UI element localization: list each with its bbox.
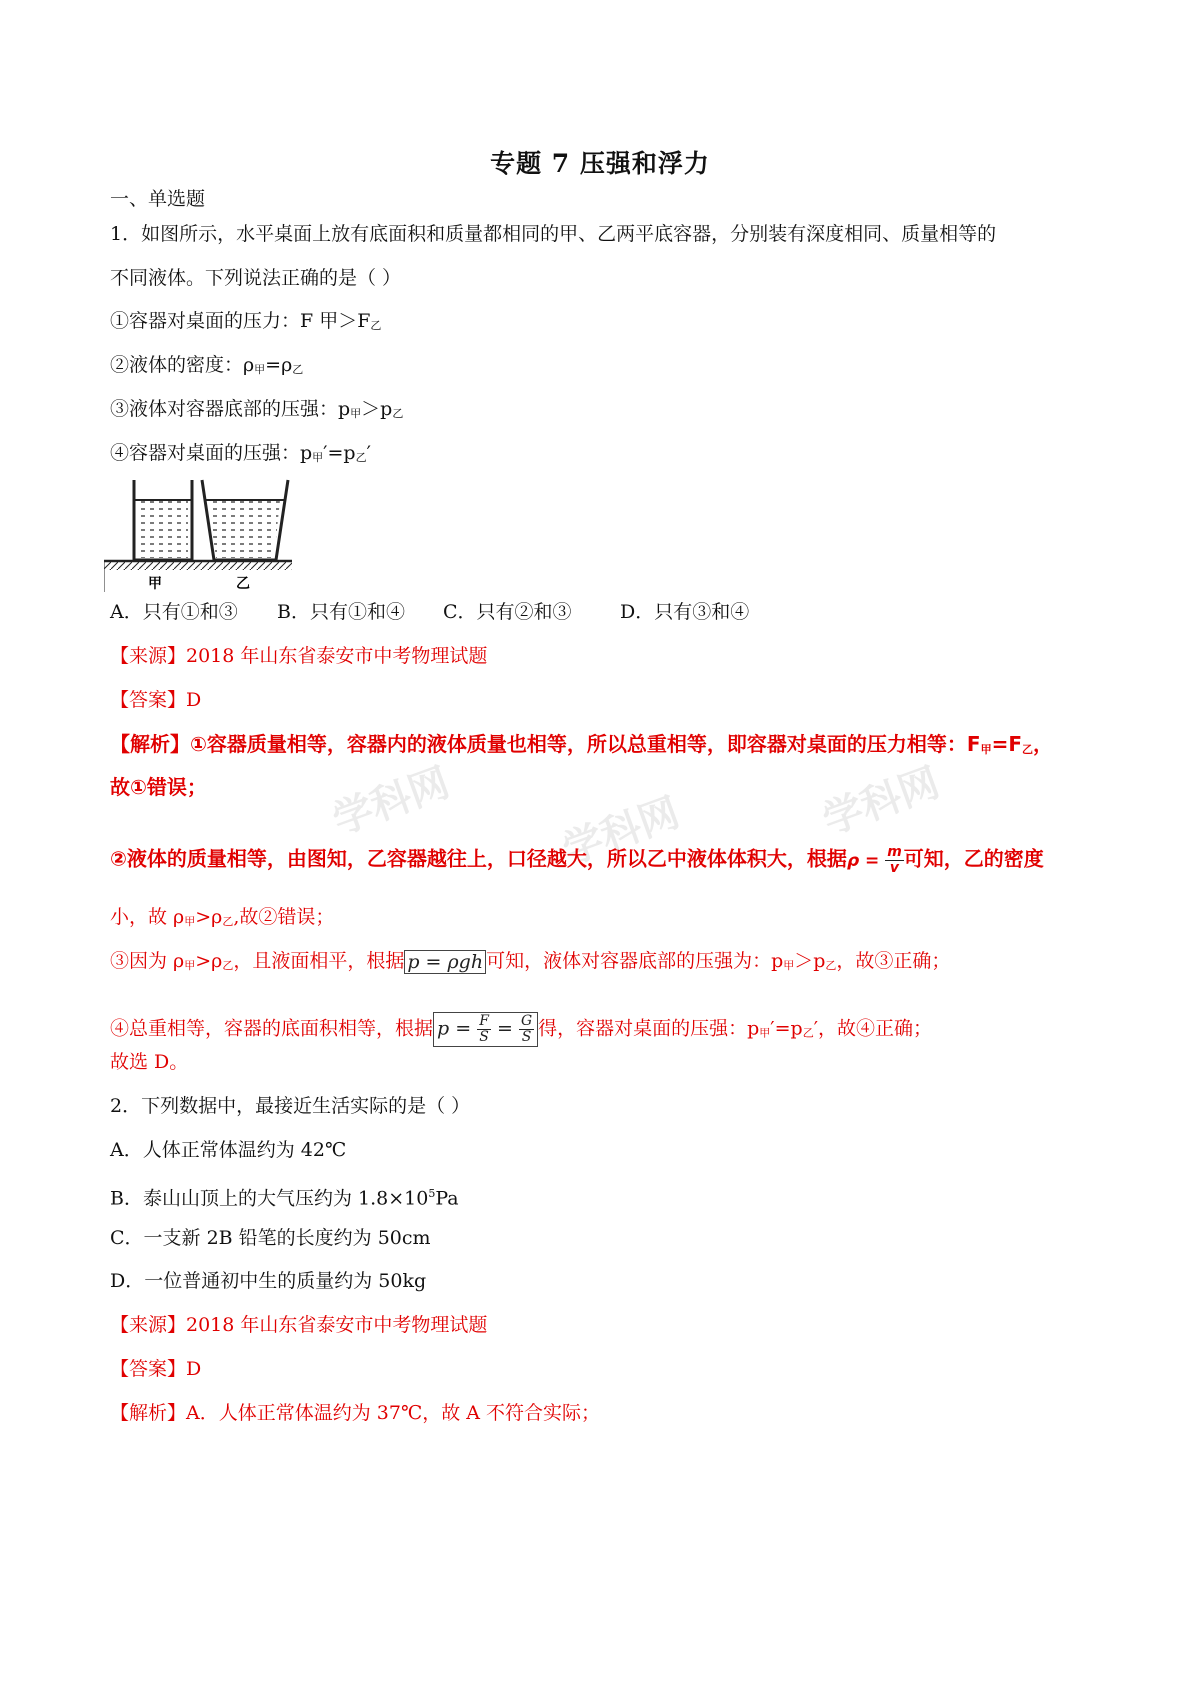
q1-analysis-2-cont: 小，故 $\rho_甲>\rho_乙$,故②错误；: [110, 906, 335, 928]
q2-option-c: C．一支新 2B 铅笔的长度约为 50cm: [110, 1227, 431, 1249]
label-jia: 甲: [148, 576, 162, 592]
q1-statement-4: ④容器对桌面的压强：$p_甲'=p_乙'$: [110, 442, 371, 464]
pressure-formula-liquid: p = ρgh: [404, 950, 486, 974]
q1-statement-1: ①容器对桌面的压力：F 甲$>F_乙$: [110, 310, 382, 332]
liquid-yi: [208, 500, 280, 558]
q1-source: 【来源】2018 年山东省泰安市中考物理试题: [110, 645, 488, 667]
option-c: C．只有②和③: [443, 601, 572, 623]
q2-option-d: D．一位普通初中生的质量约为 50kg: [110, 1270, 427, 1292]
q1-answer: 【答案】D: [110, 689, 202, 711]
q1-stem-cont: 不同液体。下列说法正确的是（ ）: [110, 267, 402, 289]
option-a: A．只有①和③: [110, 601, 238, 623]
q1-stem: 1．如图所示，水平桌面上放有底面积和质量都相同的甲、乙两平底容器，分别装有深度相同、质量相等的: [110, 223, 997, 245]
q1-statement-2: ②液体的密度：$\rho_甲=\rho_乙$: [110, 354, 304, 376]
q2-analysis: 【解析】A．人体正常体温约为 37℃，故 A 不符合实际；: [110, 1402, 600, 1424]
q2-option-b: B．泰山山顶上的大气压约为 $1.8\times 10^5Pa$: [110, 1187, 459, 1210]
q2-source: 【来源】2018 年山东省泰安市中考物理试题: [110, 1314, 488, 1336]
liquid-jia: [138, 500, 188, 558]
containers-figure: [104, 478, 304, 592]
q1-statement-3: ③液体对容器底部的压强：$p_甲>p_乙$: [110, 398, 404, 420]
density-formula: ρ = $\frac{m}{v}$: [846, 844, 902, 876]
watermark: 学科网: [816, 759, 946, 844]
q1-options: [110, 599, 749, 625]
option-b: B．只有①和④: [277, 601, 405, 623]
page-title: 专题 7 压强和浮力: [490, 149, 710, 178]
q1-analysis-1: 【解析】①容器质量相等，容器内的液体质量也相等，所以总重相等，即容器对桌面的压力相等：$F_甲=F_乙$，: [110, 732, 1054, 756]
section-heading: 一、单选题: [110, 188, 206, 210]
q1-analysis-2: ②液体的质量相等，由图知，乙容器越往上，口径越大，所以乙中液体体积大，根据ρ = $\frac{m}{v}$ 可知，乙的密度: [110, 844, 1044, 876]
q2-stem: 2．下列数据中，最接近生活实际的是（ ）: [110, 1095, 471, 1117]
q1-analysis-4: ④总重相等，容器的底面积相等，根据 p = $\frac{F}{S}$ = $\frac{G}{S}$ 得，容器对桌面的压强：$p_甲'=p_乙'$，故④正确；: [110, 1013, 933, 1045]
watermark: 学科网: [556, 789, 686, 874]
label-yi: 乙: [236, 576, 250, 592]
q1-conclusion: 故选 D。: [110, 1051, 189, 1073]
q1-analysis-3: ③因为 $\rho_甲>\rho_乙$，且液面相平，根据 p = ρgh 可知，液体对容器底部的压强为：$p_甲>p_乙$，故③正确；: [110, 950, 951, 973]
q1-analysis-1-cont: 故①错误；: [110, 775, 207, 799]
q2-answer: 【答案】D: [110, 1358, 202, 1380]
watermark: 学科网: [326, 759, 456, 844]
option-d: D．只有③和④: [620, 601, 750, 623]
pressure-formula-solid: p = $\frac{F}{S}$ = $\frac{G}{S}$: [433, 1012, 538, 1047]
q2-option-a: A．人体正常体温约为 42℃: [110, 1139, 347, 1161]
